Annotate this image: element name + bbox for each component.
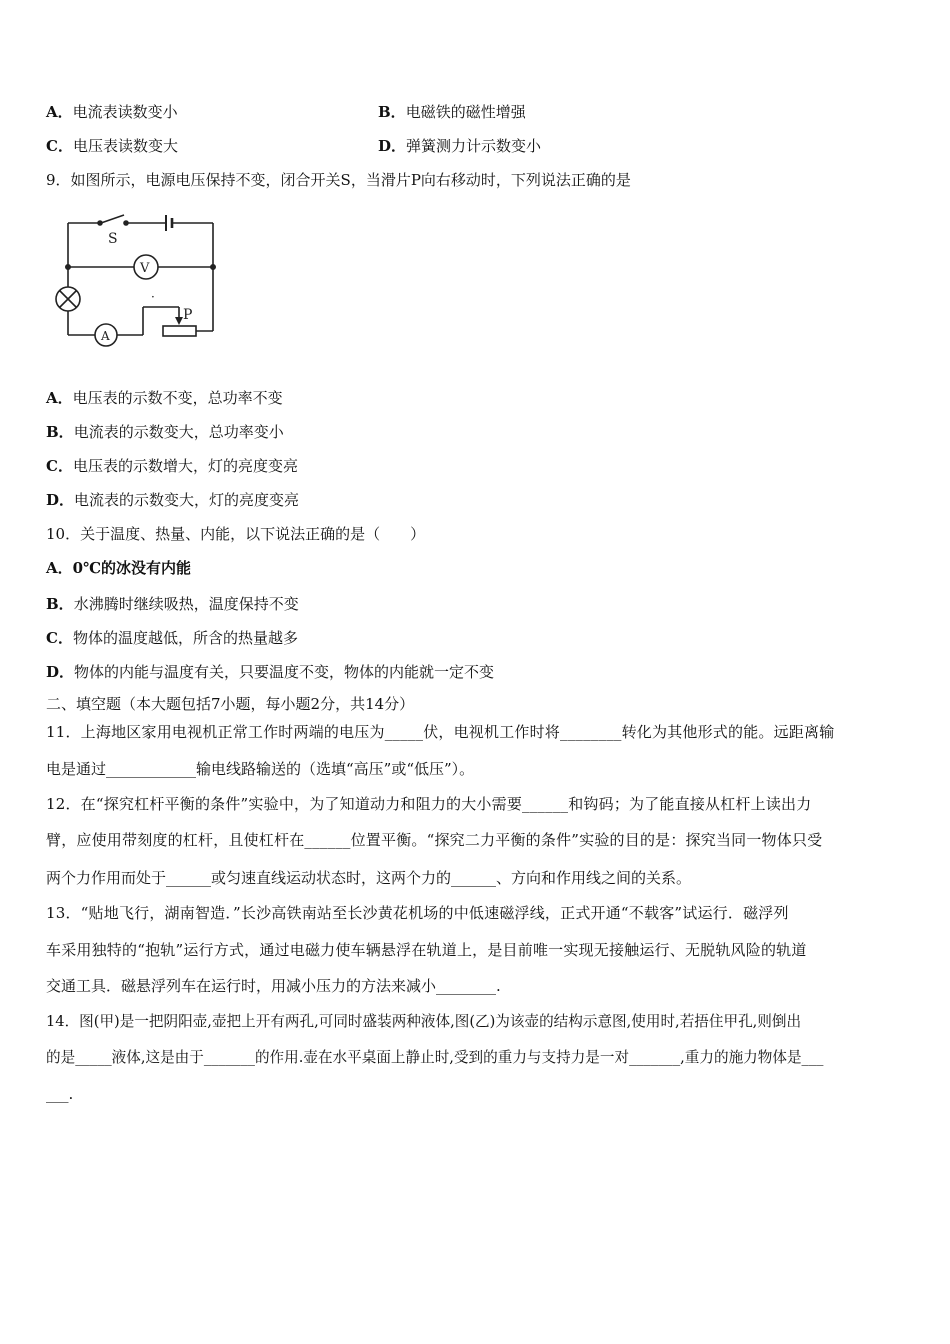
- q8-option-d-letter: D．: [378, 137, 407, 155]
- q10-option-c-text: 物体的温度越低，所含的热量越多: [72, 629, 298, 647]
- switch-blade: [101, 215, 124, 223]
- q11-line-1: 11．上海地区家用电视机正常工作时两端的电压为_____伏，电视机工作时将________转化为其他形式的能。远距离输: [46, 723, 835, 741]
- q8-option-b: [378, 102, 526, 122]
- q10-option-a-text: 0℃的冰没有内能: [72, 559, 192, 577]
- switch-label: S: [108, 231, 118, 247]
- q8-option-d: [378, 136, 541, 156]
- q8-option-b-text: 电磁铁的磁性增强: [405, 103, 526, 121]
- q8-option-a-letter: A．: [46, 103, 73, 121]
- q14-line-2: 的是_____液体,这是由于_______的作用.壶在水平桌面上静止时,受到的重力与支持力是一对_______,重力的施力物体是___: [46, 1049, 824, 1066]
- q8-option-a-text: 电流表读数变小: [72, 103, 178, 121]
- section-heading: 二、填空题（本大题包括7小题，每小题2分，共14分）: [46, 695, 415, 713]
- q14-line-1: 14．图(甲)是一把阴阳壶,壶把上开有两孔,可同时盛装两种液体,图(乙)为该壶的结构示意图,使用时,若捂住甲孔,则倒出: [46, 1013, 802, 1030]
- q10-option-b-text: 水沸腾时继续吸热，温度保持不变: [73, 595, 299, 613]
- q10-option-b-letter: B．: [46, 595, 74, 613]
- q10-option-a-letter: A．: [46, 559, 73, 577]
- voltmeter-label: V: [140, 261, 150, 276]
- q10-stem: 10．关于温度、热量、内能，以下说法正确的是（ ）: [46, 525, 426, 543]
- q14-line-3: ___.: [46, 1085, 74, 1103]
- q8-option-c: [46, 136, 178, 156]
- q13-line-1: 13．“贴地飞行，湖南智造．”长沙高铁南站至长沙黄花机场的中低速磁浮线，正式开通“不载客”试运行．磁浮列: [46, 904, 789, 922]
- q8-option-c-text: 电压表读数变大: [72, 137, 178, 155]
- q9-option-a-text: 电压表的示数不变，总功率不变: [72, 389, 283, 407]
- q9-stem: 9．如图所示，电源电压保持不变，闭合开关S，当滑片P向右移动时，下列说法正确的是: [46, 171, 631, 189]
- q9-option-b-letter: B．: [46, 423, 74, 441]
- q8-option-a: [46, 102, 178, 122]
- q8-option-d-text: 弹簧测力计示数变小: [406, 137, 542, 155]
- q10-option-c-letter: C．: [46, 629, 73, 647]
- q12-line-2: 臂，应使用带刻度的杠杆，且使杠杆在______位置平衡。“探究二力平衡的条件”实验的目的是：探究当同一物体只受: [46, 831, 823, 849]
- ammeter-label: A: [101, 329, 110, 343]
- q10-option-d-letter: D．: [46, 663, 75, 681]
- q9-option-d: [46, 490, 299, 510]
- q10-option-b: [46, 594, 299, 614]
- q9-option-d-letter: D．: [46, 491, 75, 509]
- q13-line-3: 交通工具．磁悬浮列车在运行时，用减小压力的方法来减小________.: [46, 977, 501, 995]
- q10-option-a: [46, 558, 191, 578]
- q9-option-b-text: 电流表的示数变大，总功率变小: [73, 423, 284, 441]
- q10-option-d: [46, 662, 494, 682]
- q9-option-c: [46, 456, 298, 476]
- q10-option-d-text: 物体的内能与温度有关，只要温度不变，物体的内能就一定不变: [74, 663, 495, 681]
- q12-line-1: 12．在“探究杠杆平衡的条件”实验中，为了知道动力和阻力的大小需要______和钩码；为了能直接从杠杆上读出力: [46, 795, 812, 813]
- q9-option-d-text: 电流表的示数变大，灯的亮度变亮: [74, 491, 300, 509]
- q8-option-b-letter: B．: [378, 103, 406, 121]
- q11-line-2: 电是通过____________输电线路输送的（选填“高压”或“低压”）。: [46, 760, 475, 778]
- q9-option-c-letter: C．: [46, 457, 73, 475]
- q10-option-c: [46, 628, 298, 648]
- q9-option-a-letter: A．: [46, 389, 73, 407]
- q13-line-2: 车采用独特的“抱轨”运行方式，通过电磁力使车辆悬浮在轨道上，是目前唯一实现无接触运行、无脱轨风险的轨道: [46, 941, 807, 959]
- q8-option-c-letter: C．: [46, 137, 73, 155]
- q12-line-3: 两个力作用而处于______或匀速直线运动状态时，这两个力的______、方向和作用线之间的关系。: [46, 869, 692, 887]
- q9-option-b: [46, 422, 284, 442]
- q9-option-a: [46, 388, 283, 408]
- slider-label: P: [183, 307, 193, 323]
- q9-option-c-text: 电压表的示数增大，灯的亮度变亮: [72, 457, 298, 475]
- circuit-diagram: [48, 205, 228, 355]
- diagram-dot: ·: [151, 290, 155, 304]
